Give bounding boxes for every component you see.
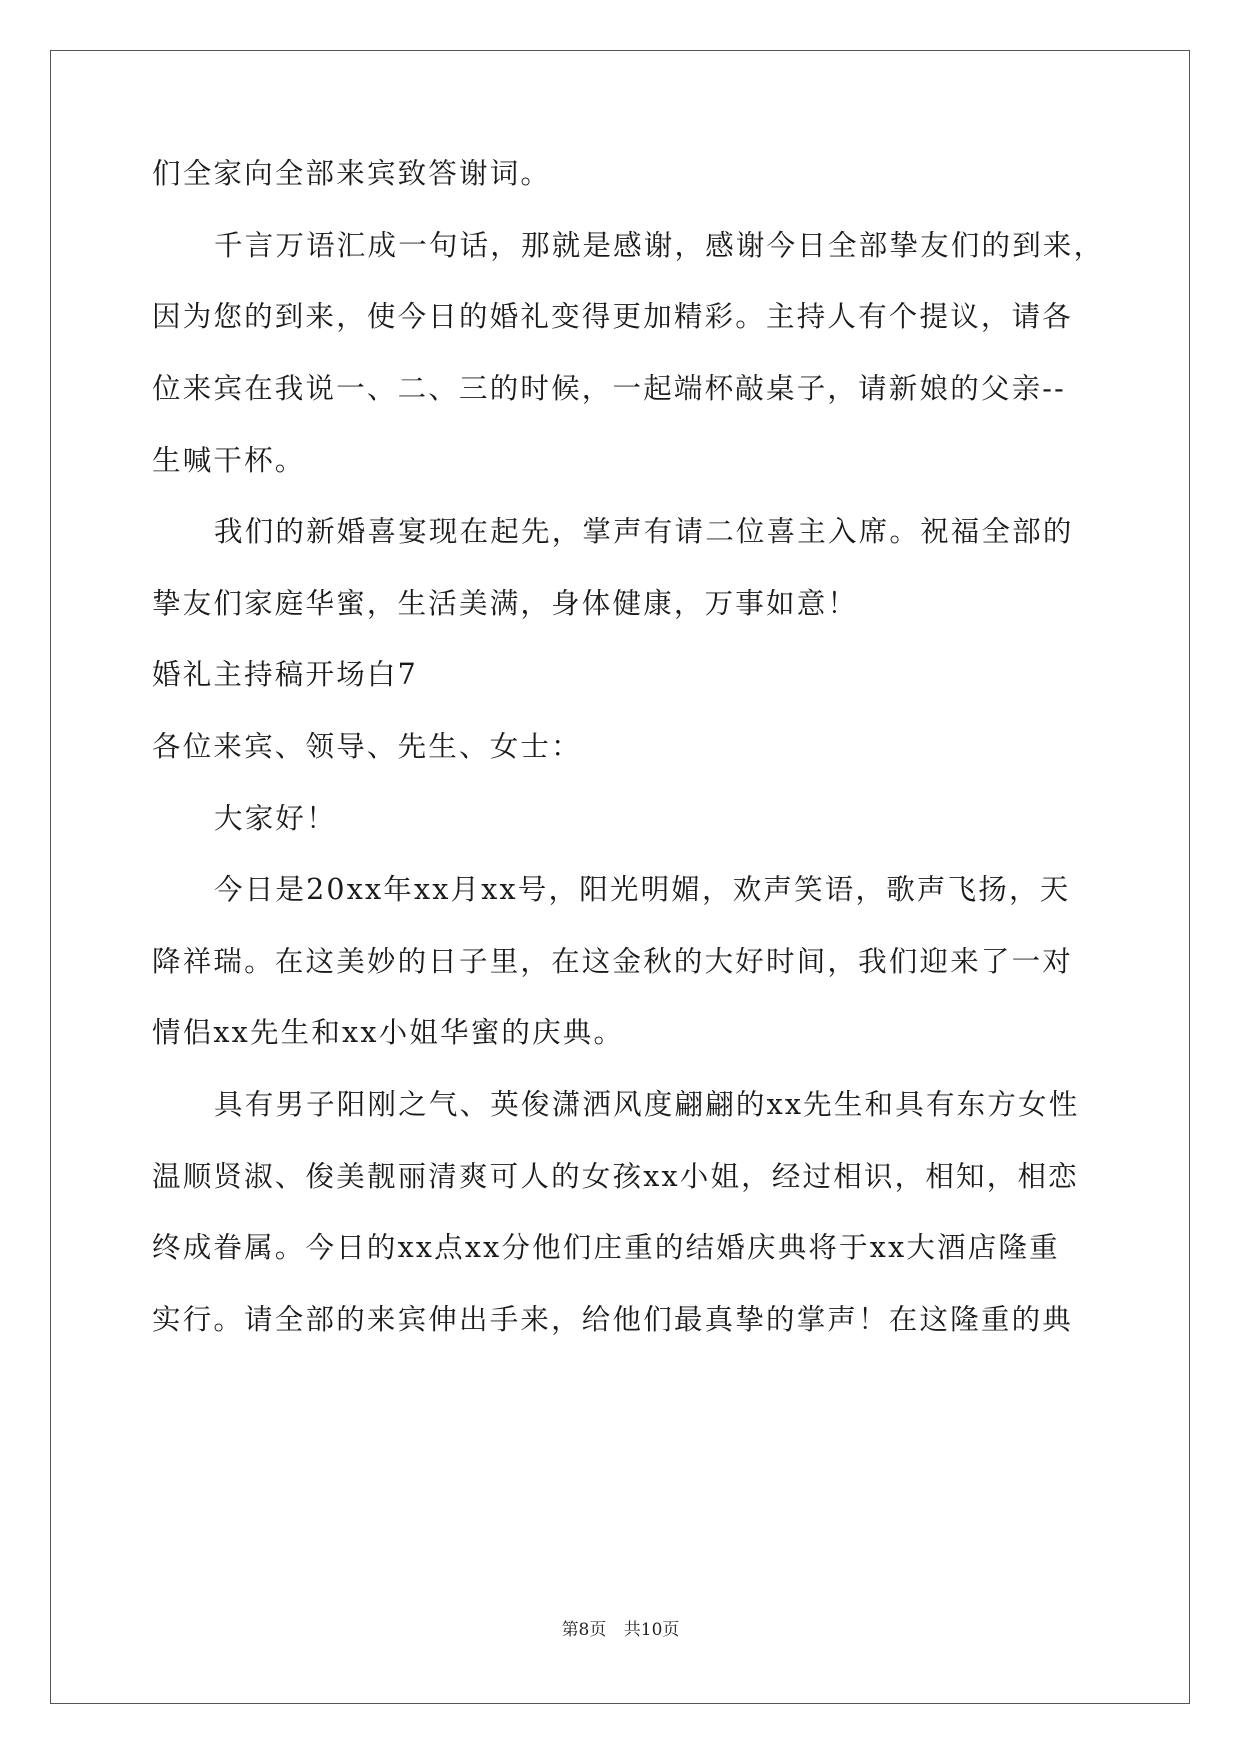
- text-line: 因为您的到来，使今日的婚礼变得更加精彩。主持人有个提议，请各: [152, 300, 1074, 333]
- text-line: 们全家向全部来宾致答谢词。: [152, 157, 552, 190]
- text-line: 实行。请全部的来宾伸出手来，给他们最真挚的掌声！在这隆重的典: [152, 1303, 1074, 1336]
- text-line: 今日是20xx年xx月xx号，阳光明媚，欢声笑语，歌声飞扬，天: [214, 873, 1071, 906]
- section-heading: 婚礼主持稿开场白7: [152, 658, 418, 691]
- page-footer: [0, 1618, 1241, 1642]
- text-line: 终成眷属。今日的xx点xx分他们庄重的结婚庆典将于xx大酒店隆重: [152, 1231, 1060, 1264]
- greeting: 大家好！: [214, 802, 337, 835]
- text-line: 千言万语汇成一句话，那就是感谢，感谢今日全部挚友们的到来，: [214, 229, 1105, 262]
- text-line: 具有男子阳刚之气、英俊潇洒风度翩翩的xx先生和具有东方女性: [214, 1088, 1080, 1121]
- text-line: 生喊干杯。: [152, 444, 306, 477]
- text-line: 我们的新婚喜宴现在起先，掌声有请二位喜主入席。祝福全部的: [214, 515, 1074, 548]
- text-line: 温顺贤淑、俊美靓丽清爽可人的女孩xx小姐，经过相识，相知，相恋: [152, 1160, 1079, 1193]
- page-number: 第8页: [561, 1620, 607, 1640]
- text-line: 挚友们家庭华蜜，生活美满，身体健康，万事如意！: [152, 587, 859, 620]
- page-total: 共10页: [623, 1620, 680, 1640]
- text-line: 降祥瑞。在这美妙的日子里，在这金秋的大好时间，我们迎来了一对: [152, 945, 1074, 978]
- text-line: 位来宾在我说一、二、三的时候，一起端杯敲桌子，请新娘的父亲--: [152, 372, 1066, 405]
- salutation: 各位来宾、领导、先生、女士：: [152, 730, 582, 763]
- text-line: 情侣xx先生和xx小姐华蜜的庆典。: [152, 1016, 625, 1049]
